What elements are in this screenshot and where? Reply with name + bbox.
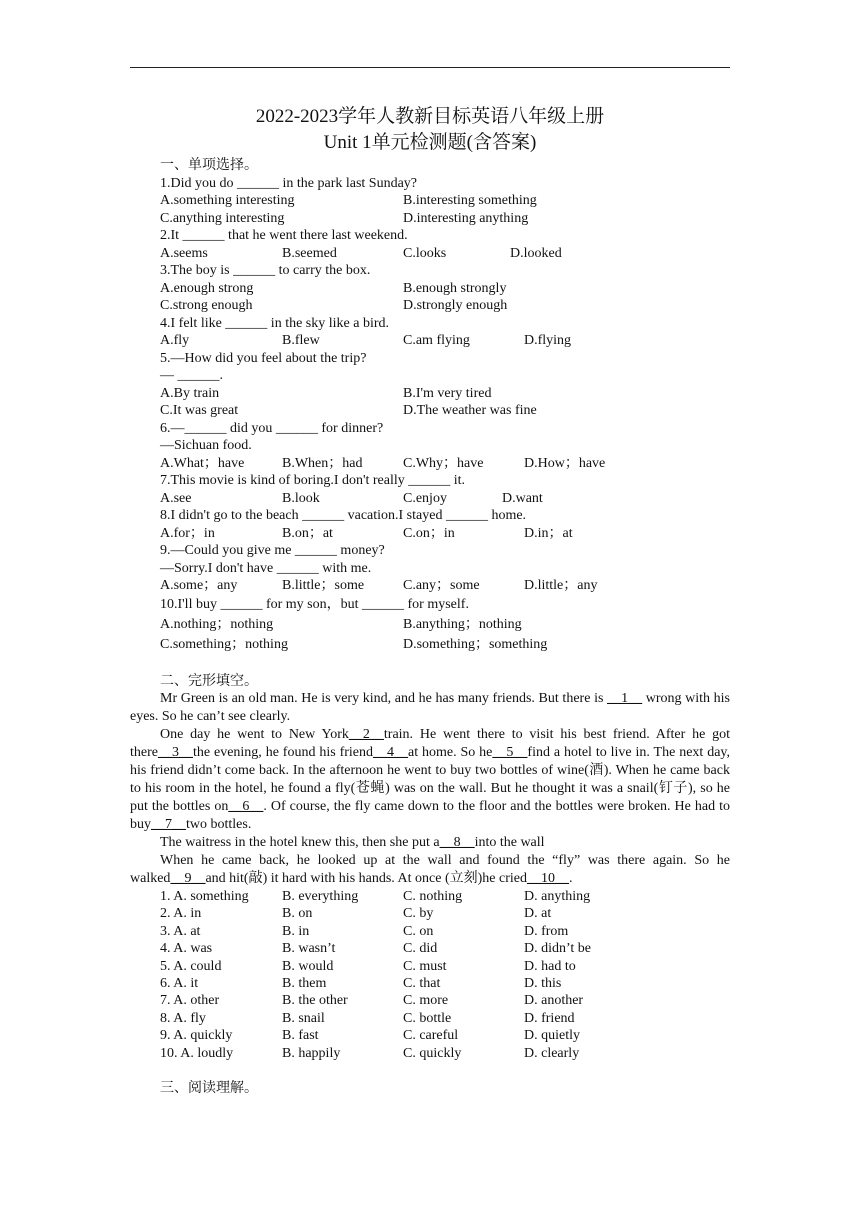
q3-options-row1	[160, 280, 730, 298]
cloze-option: D. this	[524, 975, 562, 991]
option-d: D.in；at	[524, 525, 573, 541]
cloze-option: 1. A. something	[160, 889, 249, 904]
cloze-option: D. quietly	[524, 1028, 580, 1044]
option-d: D.strongly enough	[403, 298, 508, 313]
cloze-option-row	[160, 992, 730, 1009]
q3-stem: 3.The boy is ______ to carry the box.	[160, 263, 371, 278]
passage-text: wrong with his eyes. So he can’t see clearly.	[130, 691, 731, 724]
blank-10: __10__	[526, 871, 569, 886]
doc-title-line1: 2022-2023学年人教新目标英语八年级上册	[255, 106, 605, 127]
option-d: D.The weather was fine	[403, 403, 537, 418]
blank-8: __8__	[439, 835, 475, 850]
blank-3: __3__	[157, 745, 193, 760]
section3-heading: 三、阅读理解。	[160, 1080, 258, 1096]
cloze-option: D. at	[524, 906, 552, 922]
option-c: C.Why；have	[403, 455, 484, 471]
option-d: D.looked	[510, 245, 562, 261]
doc-title-line2: Unit 1单元检测题(含答案)	[323, 132, 537, 153]
option-a: A.By train	[160, 385, 220, 401]
option-d: D.How；have	[524, 455, 606, 471]
option-b: B.I'm very tired	[403, 385, 492, 401]
cloze-option-row	[160, 940, 730, 957]
cloze-option-row	[160, 975, 730, 992]
option-c: C.am flying	[403, 333, 470, 348]
passage-text: two bottles.	[186, 817, 252, 832]
option-a: A.for；in	[160, 525, 215, 541]
q6-options	[160, 455, 730, 473]
option-c: C.anything interesting	[160, 210, 285, 226]
cloze-option: C. on	[403, 923, 434, 939]
cloze-option: 8. A. fly	[160, 1010, 206, 1026]
cloze-option-row	[160, 1045, 730, 1062]
cloze-option: C. did	[403, 941, 438, 957]
passage-text: into the wall	[474, 835, 545, 850]
blank-9: __9__	[170, 871, 206, 886]
worksheet-page	[130, 104, 730, 1097]
cloze-option: C. nothing	[403, 889, 463, 904]
passage-text: When he came back, he looked up at the wall and found the “fly” was there again. So he walked	[130, 853, 730, 886]
option-b: B.interesting something	[403, 193, 537, 208]
blank-5: __5__	[492, 745, 528, 760]
q9-stem: 9.—Could you give me ______ money?	[160, 543, 385, 558]
cloze-option: 3. A. at	[160, 923, 201, 939]
cloze-option: C. bottle	[403, 1010, 452, 1026]
option-c: C.enjoy	[403, 490, 447, 506]
option-b: B.When；had	[282, 455, 363, 471]
q1-options-row2	[160, 210, 730, 228]
passage-text: The waitress in the hotel knew this, then she put a	[160, 835, 440, 850]
option-a: A.nothing；nothing	[160, 616, 274, 632]
q10-options-row2	[160, 635, 730, 655]
option-a: A.enough strong	[160, 280, 254, 296]
option-c: C.any；some	[403, 578, 480, 593]
cloze-option: 6. A. it	[160, 975, 199, 991]
cloze-option: C. quickly	[403, 1045, 462, 1061]
cloze-option-row	[160, 905, 730, 922]
cloze-option-row	[160, 958, 730, 975]
cloze-option: D. anything	[524, 889, 591, 904]
cloze-options-list	[130, 888, 730, 1062]
passage-text: at home. So he	[408, 745, 493, 760]
cloze-option: 4. A. was	[160, 941, 213, 957]
passage-text: One day he went to New York	[160, 727, 349, 742]
passage-text: find a hotel to live in. The next day, his friend didn’t come back. In the afternoon he went to buy two bottles of wine(酒). When he came back to his room in the hotel, he found a fly(苍蝇) was on the wall. But he thought it was a snail(钉子), so he put the bottles on	[130, 745, 730, 814]
q2-options	[160, 245, 730, 263]
cloze-option: C. more	[403, 993, 449, 1009]
blank-1: __1__	[607, 691, 643, 706]
q3-options-row2	[160, 297, 730, 315]
q8-stem: 8.I didn't go to the beach ______ vacation.I stayed ______ home.	[160, 508, 527, 523]
cloze-option: B. happily	[282, 1045, 341, 1061]
q1-stem: 1.Did you do ______ in the park last Sunday?	[160, 175, 418, 191]
option-b: B.little；some	[282, 578, 365, 593]
option-d: D.want	[502, 490, 543, 506]
cloze-option: B. in	[282, 923, 310, 939]
option-c: C.It was great	[160, 403, 239, 418]
cloze-option-row	[160, 1010, 730, 1027]
q8-options	[160, 525, 730, 543]
q6-stem: 6.—______ did you ______ for dinner?	[160, 420, 384, 436]
cloze-option: D. friend	[524, 1010, 575, 1026]
q7-stem: 7.This movie is kind of boring.I don't really ______ it.	[160, 473, 466, 488]
option-a: A.see	[160, 490, 192, 506]
cloze-option: D. clearly	[524, 1045, 580, 1061]
option-c: C.something；nothing	[160, 636, 288, 652]
cloze-option: 2. A. in	[160, 906, 202, 922]
q5-options-row2	[160, 402, 730, 420]
cloze-option: C. by	[403, 906, 434, 922]
section1-heading: 一、单项选择。	[160, 158, 258, 173]
passage-text: the evening, he found his friend	[192, 745, 374, 760]
blank-6: __6__	[228, 799, 264, 814]
option-d: D.little；any	[524, 578, 598, 593]
cloze-option-row	[160, 923, 730, 940]
cloze-option: 7. A. other	[160, 993, 220, 1009]
section2-heading: 二、完形填空。	[160, 673, 258, 689]
q5-stem-reply: — ______.	[160, 368, 223, 383]
option-a: A.What；have	[160, 455, 245, 471]
option-c: C.strong enough	[160, 298, 253, 313]
option-b: B.seemed	[282, 245, 337, 261]
q5-options-row1	[160, 385, 730, 403]
cloze-option: B. them	[282, 975, 327, 991]
passage-paragraph-1	[130, 690, 730, 726]
cloze-option: C. careful	[403, 1028, 459, 1044]
q9-stem-reply: —Sorry.I don't have ______ with me.	[160, 560, 372, 576]
cloze-option: C. that	[403, 975, 441, 991]
passage-text: Mr Green is an old man. He is very kind, and he has many friends. But there is	[160, 691, 608, 706]
q9-options	[160, 577, 730, 595]
option-a: A.fly	[160, 333, 190, 348]
option-c: C.on；in	[403, 525, 455, 541]
q5-stem: 5.—How did you feel about the trip?	[160, 350, 367, 366]
option-a: A.something interesting	[160, 193, 295, 208]
cloze-option: B. would	[282, 958, 334, 974]
passage-text: .	[568, 871, 573, 886]
blank-2: __2__	[348, 727, 384, 742]
cloze-option: D. didn’t be	[524, 941, 592, 957]
blank-4: __4__	[373, 745, 409, 760]
passage-paragraph-2	[130, 726, 730, 834]
cloze-option: B. everything	[282, 889, 359, 904]
q6-stem-reply: —Sichuan food.	[160, 438, 252, 453]
option-b: B.look	[282, 490, 320, 506]
blank-7: __7__	[151, 817, 186, 832]
option-a: A.some；any	[160, 578, 238, 593]
cloze-option: D. from	[524, 923, 569, 939]
passage-text: . Of course, the fly came down to the floor and the bottles were broken. He had to buy	[130, 799, 730, 832]
q4-options	[160, 332, 730, 350]
cloze-option: B. the other	[282, 993, 348, 1009]
q10-stem: 10.I'll buy ______ for my son，but ______ for myself.	[160, 596, 469, 612]
option-d: D.interesting anything	[403, 210, 529, 226]
q7-options	[160, 490, 730, 508]
passage-text: and hit(敲) it hard with his hands. At once (立刻)he cried	[205, 871, 527, 886]
passage-text: train. He went there to visit his best friend. After he got there	[130, 727, 730, 760]
option-a: A.seems	[160, 245, 208, 261]
cloze-option-row	[160, 888, 730, 905]
cloze-option: 5. A. could	[160, 958, 222, 974]
cloze-option: B. snail	[282, 1010, 325, 1026]
option-b: B.enough strongly	[403, 280, 507, 296]
q1-options-row1	[160, 192, 730, 210]
cloze-option: D. another	[524, 993, 584, 1009]
header-rule	[130, 67, 730, 68]
cloze-option: 9. A. quickly	[160, 1028, 233, 1044]
option-d: D.flying	[524, 333, 572, 348]
passage-paragraph-3	[130, 834, 730, 852]
q4-stem: 4.I felt like ______ in the sky like a bird.	[160, 315, 390, 331]
option-b: B.on；at	[282, 525, 333, 541]
option-b: B.anything；nothing	[403, 616, 522, 632]
cloze-option: B. fast	[282, 1028, 319, 1044]
cloze-option: D. had to	[524, 958, 576, 974]
option-b: B.flew	[282, 333, 320, 348]
q2-stem: 2.It ______ that he went there last weekend.	[160, 228, 408, 243]
option-d: D.something；something	[403, 636, 548, 652]
cloze-option: B. on	[282, 906, 313, 922]
cloze-option-row	[160, 1027, 730, 1044]
cloze-option: 10. A. loudly	[160, 1045, 234, 1061]
cloze-option: C. must	[403, 958, 447, 974]
q10-options-row1	[160, 615, 730, 635]
cloze-option: B. wasn’t	[282, 941, 336, 957]
passage-paragraph-4	[130, 852, 730, 888]
option-c: C.looks	[403, 245, 447, 261]
